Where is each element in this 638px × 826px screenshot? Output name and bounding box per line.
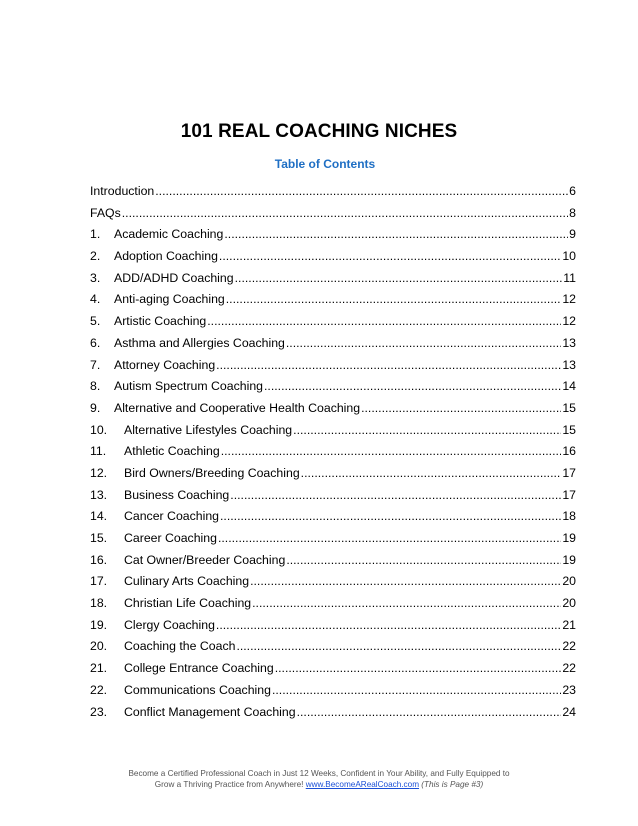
footer-tagline: Grow a Thriving Practice from Anywhere! [154,780,306,789]
toc-entry-page: 23 [562,682,576,697]
toc-dot-leader [272,680,561,702]
toc-entry[interactable] [90,680,576,702]
toc-entry[interactable] [90,463,576,485]
toc-dot-leader [252,593,561,615]
toc-entry[interactable] [90,268,576,290]
toc-entry-label: Conflict Management Coaching [124,704,296,719]
toc-entry-page: 16 [562,444,576,459]
toc-entry-number: 3. [90,270,101,285]
toc-entry-label: Introduction [90,184,155,198]
toc-entry-page: 9 [569,227,576,242]
toc-entry-label: Christian Life Coaching [124,596,252,611]
toc-entry-label: Communications Coaching [124,682,271,697]
toc-entry-page: 12 [562,292,576,307]
footer-line-2 [0,779,638,790]
toc-entry-number: 15. [90,531,108,545]
toc-entry-number: 14. [90,509,108,524]
toc-entry[interactable] [90,311,576,333]
toc-entry-number: 20. [90,639,108,654]
toc-dot-leader [230,485,561,507]
toc-entry-label: College Entrance Coaching [124,661,274,676]
footer-website-link[interactable]: www.BecomeARealCoach.com [305,780,420,789]
toc-dot-leader [264,376,561,398]
toc-entry-number: 2. [90,249,101,264]
toc-dot-leader [286,550,561,572]
toc-entry-number: 10. [90,422,108,437]
toc-entry[interactable] [90,355,576,377]
toc-entry[interactable] [90,203,576,225]
toc-entry[interactable] [90,246,576,268]
toc-entry-label: Coaching the Coach [124,639,236,654]
toc-dot-leader [155,181,568,203]
footer-page-note: (This is Page #3) [419,780,484,789]
page-footer [0,768,638,790]
toc-entry-number: 21. [90,661,108,676]
toc-entry-page: 10 [562,249,576,264]
toc-entry[interactable] [90,593,576,615]
toc-entry[interactable] [90,420,576,442]
toc-entry[interactable] [90,528,576,550]
toc-dot-leader [361,398,561,420]
toc-entry-label: Alternative and Cooperative Health Coaching [114,400,361,415]
toc-dot-leader [216,615,561,637]
toc-heading [0,157,638,171]
toc-entry-label: Alternative Lifestyles Coaching [124,422,293,437]
toc-entry-page: 20 [562,574,576,589]
toc-entry[interactable] [90,398,576,420]
toc-entry-number: 18. [90,596,108,611]
toc-entry-page: 8 [569,205,576,220]
footer-line-1: Become a Certified Professional Coach in Just 12 Weeks, Confident in Your Ability, and Fully Equipped to [128,769,510,778]
toc-dot-leader [286,333,561,355]
toc-entry-number: 9. [90,400,101,415]
toc-entry-label: Asthma and Allergies Coaching [114,335,285,350]
toc-entry-label: Bird Owners/Breeding Coaching [124,465,300,480]
toc-entry-number: 6. [90,335,101,350]
toc-entry-number: 5. [90,314,101,329]
toc-entry[interactable] [90,181,576,203]
toc-entry[interactable] [90,636,576,658]
toc-entry-page: 13 [562,357,576,372]
toc-heading-text: Table of Contents [274,157,376,171]
toc-dot-leader [207,311,561,333]
toc-entry-label: Culinary Arts Coaching [124,574,250,589]
toc-dot-leader [275,658,562,680]
toc-entry-label: Autism Spectrum Coaching [114,379,263,394]
toc-entry-number: 16. [90,552,108,567]
toc-entry-label: Adoption Coaching [114,249,218,264]
toc-dot-leader [301,463,562,485]
toc-entry-label: Athletic Coaching [124,444,220,459]
toc-entry-number: 4. [90,292,101,307]
toc-entry-number: 12. [90,465,108,480]
toc-entry-number: 11. [90,444,107,459]
toc-entry-page: 19 [562,552,576,567]
toc-entry-number: 22. [90,682,108,697]
toc-entry-page: 6 [569,184,576,198]
toc-entry-label: Cat Owner/Breeder Coaching [124,552,286,567]
toc-entry[interactable] [90,702,576,724]
toc-entry-label: FAQs [90,205,121,220]
toc-dot-leader [235,268,563,290]
toc-entry-page: 22 [562,661,576,676]
toc-dot-leader [219,246,561,268]
toc-entry-page: 19 [562,531,576,545]
toc-entry[interactable] [90,441,576,463]
table-of-contents [90,181,576,723]
toc-entry[interactable] [90,571,576,593]
toc-dot-leader [293,420,561,442]
toc-entry[interactable] [90,485,576,507]
toc-entry[interactable] [90,376,576,398]
toc-entry[interactable] [90,550,576,572]
toc-entry-number: 8. [90,379,101,394]
toc-entry-page: 12 [562,314,576,329]
toc-entry-page: 24 [562,704,576,719]
toc-entry-page: 22 [562,639,576,654]
toc-entry-number: 23. [90,704,108,719]
toc-entry[interactable] [90,658,576,680]
toc-entry-number: 13. [90,487,108,502]
toc-entry[interactable] [90,224,576,246]
toc-entry[interactable] [90,333,576,355]
toc-dot-leader [297,702,562,724]
toc-entry-label: Clergy Coaching [124,617,215,632]
toc-dot-leader [236,636,561,658]
toc-entry-page: 11 [563,270,576,285]
toc-dot-leader [216,355,561,377]
toc-entry-page: 17 [562,487,576,502]
toc-entry-label: Academic Coaching [114,227,224,242]
toc-entry-page: 17 [562,465,576,480]
toc-entry-page: 14 [562,379,576,394]
toc-dot-leader [226,289,562,311]
toc-dot-leader [220,506,561,528]
toc-entry-page: 15 [562,400,576,415]
toc-dot-leader [224,224,568,246]
toc-entry-page: 21 [562,617,576,632]
toc-dot-leader [250,571,561,593]
toc-entry-label: Career Coaching [124,531,217,545]
toc-entry-label: Attorney Coaching [114,357,216,372]
toc-entry-label: Artistic Coaching [114,314,207,329]
toc-dot-leader [218,528,561,550]
toc-entry-page: 18 [562,509,576,524]
toc-entry-page: 20 [562,596,576,611]
toc-entry-label: Anti-aging Coaching [114,292,225,307]
toc-dot-leader [122,203,568,225]
toc-entry-label: Business Coaching [124,487,230,502]
toc-entry-page: 15 [562,422,576,437]
toc-dot-leader [221,441,562,463]
toc-entry-number: 17. [90,574,108,589]
toc-entry[interactable] [90,506,576,528]
toc-entry[interactable] [90,289,576,311]
toc-entry-label: Cancer Coaching [124,509,220,524]
document-title: 101 REAL COACHING NICHES [180,121,458,142]
toc-entry[interactable] [90,615,576,637]
toc-entry-number: 1. [90,227,101,242]
toc-entry-number: 7. [90,357,101,372]
toc-entry-label: ADD/ADHD Coaching [114,270,234,285]
toc-entry-number: 19. [90,617,108,632]
toc-entry-page: 13 [562,335,576,350]
